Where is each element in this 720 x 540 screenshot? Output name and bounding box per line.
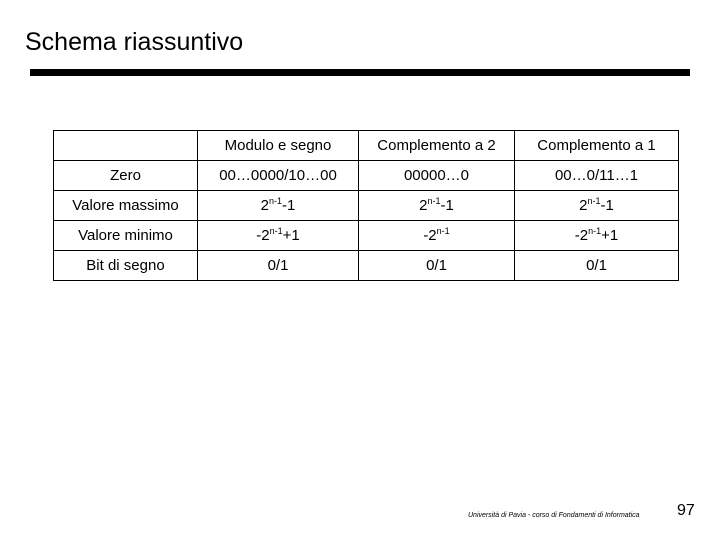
formula-exponent: n-1 xyxy=(268,196,282,206)
formula-suffix: -1 xyxy=(282,197,296,214)
table-cell xyxy=(359,221,515,251)
table-row-zero xyxy=(54,161,679,191)
table-cell: 0/1 xyxy=(359,251,515,281)
footer-text: Università di Pavia - corso di Fondamenti di Informatica xyxy=(468,512,640,519)
row-label: Zero xyxy=(54,161,198,191)
header-cell-modulo-e-segno: Modulo e segno xyxy=(198,131,359,161)
slide-title: Schema riassuntivo xyxy=(25,28,244,56)
table-cell xyxy=(198,191,359,221)
header-cell-complemento-a-1: Complemento a 1 xyxy=(515,131,679,161)
page-number: 97 xyxy=(677,502,695,519)
formula-exponent: n-1 xyxy=(427,196,441,206)
formula-suffix: -1 xyxy=(440,197,454,214)
title-divider xyxy=(30,69,690,76)
formula-exponent: n-1 xyxy=(588,226,602,236)
row-label: Valore massimo xyxy=(54,191,198,221)
formula-base: -2 xyxy=(574,227,589,244)
table-cell: 00…0000/10…00 xyxy=(198,161,359,191)
formula-base: -2 xyxy=(256,227,270,244)
table-cell: 00…0/11…1 xyxy=(515,161,679,191)
table-cell xyxy=(515,191,679,221)
table-cell xyxy=(198,221,359,251)
table-header-row xyxy=(54,131,679,161)
header-cell-empty xyxy=(54,131,198,161)
table-cell: 00000…0 xyxy=(359,161,515,191)
formula-exponent: n-1 xyxy=(587,196,601,206)
formula-suffix: +1 xyxy=(282,227,300,244)
formula-suffix: +1 xyxy=(601,227,619,244)
table-cell xyxy=(359,191,515,221)
table-cell: 0/1 xyxy=(515,251,679,281)
table-cell: 0/1 xyxy=(198,251,359,281)
formula-exponent: n-1 xyxy=(436,226,450,236)
table-cell xyxy=(515,221,679,251)
formula-exponent: n-1 xyxy=(269,226,283,236)
formula-base: 2 xyxy=(260,197,269,214)
summary-table xyxy=(53,130,679,281)
row-label: Bit di segno xyxy=(54,251,198,281)
formula-base: -2 xyxy=(423,227,437,244)
table-row-valore-massimo xyxy=(54,191,679,221)
header-cell-complemento-a-2: Complemento a 2 xyxy=(359,131,515,161)
table-row-bit-di-segno xyxy=(54,251,679,281)
formula-base: 2 xyxy=(579,197,588,214)
formula-suffix: -1 xyxy=(600,197,614,214)
formula-base: 2 xyxy=(419,197,428,214)
row-label: Valore minimo xyxy=(54,221,198,251)
table-row-valore-minimo xyxy=(54,221,679,251)
